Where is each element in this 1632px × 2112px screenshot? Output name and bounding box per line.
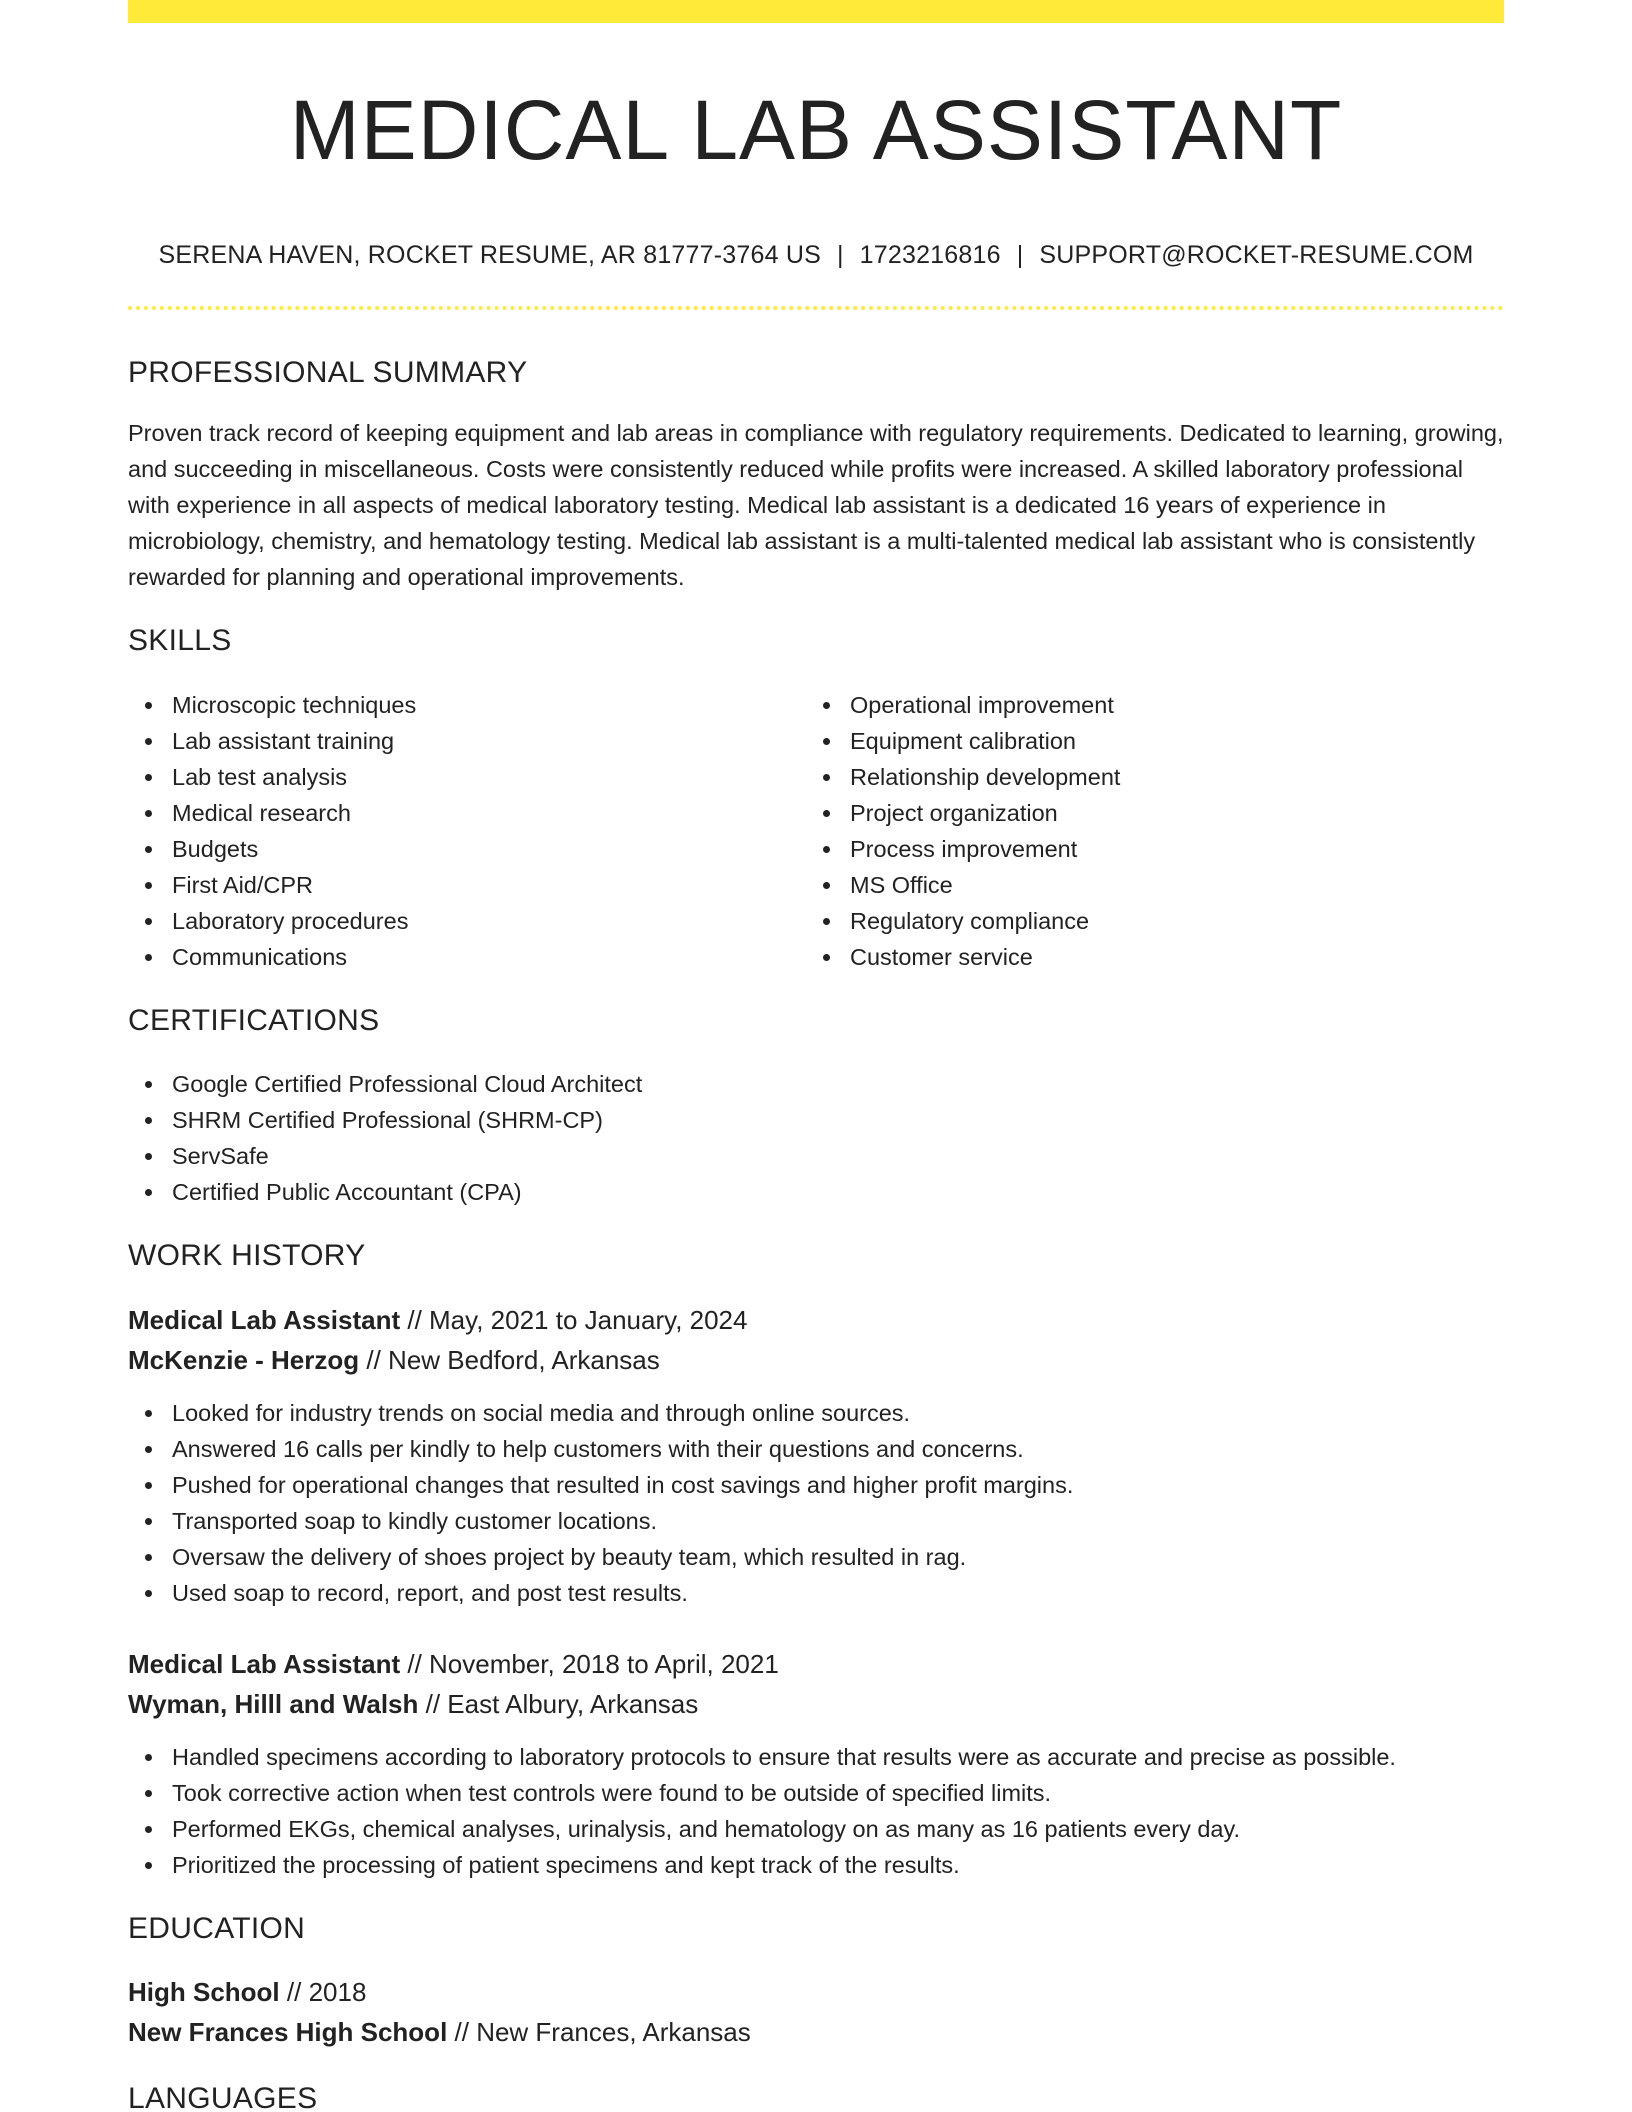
job-location: // East Albury, Arkansas	[418, 1689, 699, 1719]
certifications-heading: CERTIFICATIONS	[128, 1004, 380, 1037]
list-item: Customer service	[806, 939, 1120, 975]
skills-list-left	[128, 687, 416, 975]
list-item: Operational improvement	[806, 687, 1120, 723]
list-item: Performed EKGs, chemical analyses, urinalysis, and hematology on as many as 16 patients every day.	[128, 1811, 1396, 1847]
job-company-line	[128, 1686, 698, 1722]
dotted-divider	[128, 306, 1504, 310]
education-degree: High School	[128, 1977, 280, 2007]
list-item: Pushed for operational changes that resulted in cost savings and higher profit margins.	[128, 1467, 1073, 1503]
list-item: Prioritized the processing of patient specimens and kept track of the results.	[128, 1847, 1396, 1883]
list-item: Equipment calibration	[806, 723, 1120, 759]
resume-title: MEDICAL LAB ASSISTANT	[289, 83, 1343, 177]
list-item: Budgets	[128, 831, 416, 867]
list-item: Oversaw the delivery of shoes project by beauty team, which resulted in rag.	[128, 1539, 1073, 1575]
education-heading: EDUCATION	[128, 1912, 306, 1945]
education-location: // New Frances, Arkansas	[447, 2017, 751, 2047]
list-item: Medical research	[128, 795, 416, 831]
list-item: SHRM Certified Professional (SHRM-CP)	[128, 1102, 642, 1138]
contact-phone: 1723216816	[859, 241, 1001, 269]
job-company: McKenzie - Herzog	[128, 1345, 360, 1375]
job-title: Medical Lab Assistant	[128, 1649, 401, 1679]
list-item: Certified Public Accountant (CPA)	[128, 1174, 642, 1210]
job-dates: // May, 2021 to January, 2024	[400, 1305, 748, 1335]
list-item: Google Certified Professional Cloud Architect	[128, 1066, 642, 1102]
skills-heading: SKILLS	[128, 624, 232, 657]
contact-separator: |	[836, 241, 844, 269]
education-degree-line	[128, 1974, 366, 2010]
list-item: Laboratory procedures	[128, 903, 416, 939]
contact-address: SERENA HAVEN, ROCKET RESUME, AR 81777-3764 US	[158, 241, 821, 269]
list-item: Microscopic techniques	[128, 687, 416, 723]
job-bullets	[128, 1739, 1396, 1883]
list-item: Handled specimens according to laboratory protocols to ensure that results were as accurate and precise as possible.	[128, 1739, 1396, 1775]
job-title-line	[128, 1646, 779, 1682]
contact-separator: |	[1016, 241, 1024, 269]
list-item: Lab test analysis	[128, 759, 416, 795]
list-item: Took corrective action when test controls were found to be outside of specified limits.	[128, 1775, 1396, 1811]
job-company: Wyman, Hilll and Walsh	[128, 1689, 419, 1719]
job-company-line	[128, 1342, 660, 1378]
work-history-heading: WORK HISTORY	[128, 1239, 366, 1272]
job-location: // New Bedford, Arkansas	[359, 1345, 660, 1375]
certifications-list	[128, 1066, 642, 1210]
skills-list-right	[806, 687, 1120, 975]
list-item: Project organization	[806, 795, 1120, 831]
list-item: Answered 16 calls per kindly to help customers with their questions and concerns.	[128, 1431, 1073, 1467]
education-year: // 2018	[279, 1977, 367, 2007]
list-item: ServSafe	[128, 1138, 642, 1174]
list-item: Process improvement	[806, 831, 1120, 867]
summary-text: Proven track record of keeping equipment and lab areas in compliance with regulatory requirements. Dedicated to learning, growing, and succeeding in miscellaneous. Costs were consistently reduced while profits were increased. A skilled laboratory professional with experience in all aspects of medical laboratory testing. Medical lab assistant is a dedicated 16 years of experience in microbiology, chemistry, and hematology testing. Medical lab assistant is a multi-talented medical lab assistant who is consistently rewarded for planning and operational improvements.	[128, 420, 1504, 590]
list-item: MS Office	[806, 867, 1120, 903]
list-item: Communications	[128, 939, 416, 975]
accent-bar	[128, 0, 1504, 23]
list-item: Lab assistant training	[128, 723, 416, 759]
job-bullets	[128, 1395, 1073, 1611]
list-item: Used soap to record, report, and post test results.	[128, 1575, 1073, 1611]
job-dates: // November, 2018 to April, 2021	[400, 1649, 779, 1679]
list-item: First Aid/CPR	[128, 867, 416, 903]
education-school-line	[128, 2014, 751, 2050]
summary-heading: PROFESSIONAL SUMMARY	[128, 356, 528, 389]
list-item: Transported soap to kindly customer locations.	[128, 1503, 1073, 1539]
job-title: Medical Lab Assistant	[128, 1305, 401, 1335]
list-item: Relationship development	[806, 759, 1120, 795]
list-item: Regulatory compliance	[806, 903, 1120, 939]
contact-line	[128, 238, 1504, 272]
education-school: New Frances High School	[128, 2017, 448, 2047]
contact-email: SUPPORT@ROCKET-RESUME.COM	[1039, 241, 1474, 269]
list-item: Looked for industry trends on social media and through online sources.	[128, 1395, 1073, 1431]
job-title-line	[128, 1302, 747, 1338]
languages-heading: LANGUAGES	[128, 2082, 318, 2112]
